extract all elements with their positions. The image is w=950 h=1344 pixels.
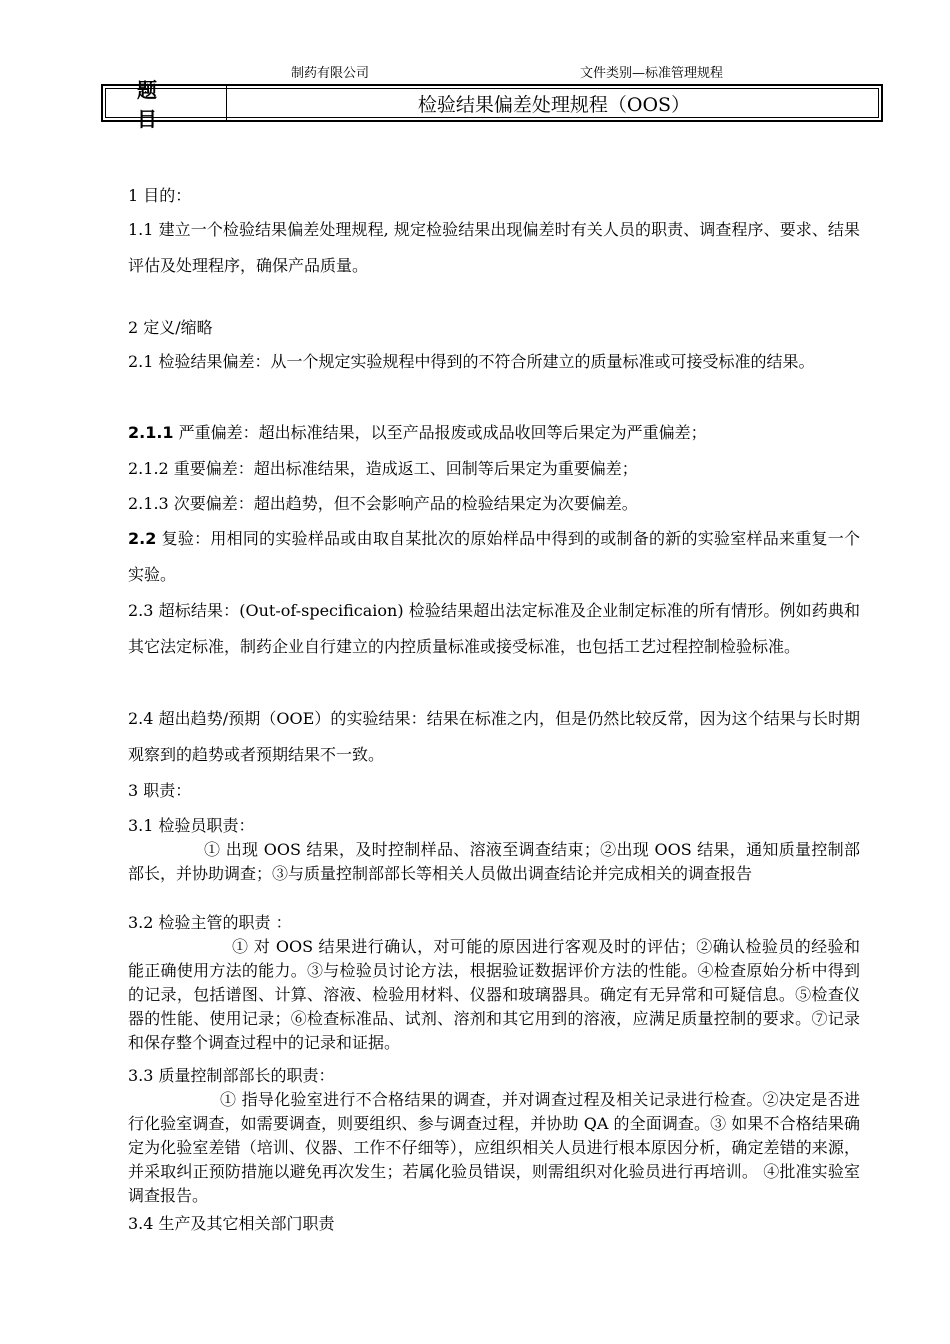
page-header-category: 文件类别—标准管理规程 [580,66,724,81]
section-2-1-1-text: 严重偏差：超出标准结果，以至产品报废或成品收回等后果定为严重偏差； [173,423,707,442]
section-2-1-2: 2.1.2 重要偏差：超出标准结果，造成返工、回制等后果定为重要偏差； [128,459,638,478]
section-2-1-3: 2.1.3 次要偏差：超出趋势，但不会影响产品的检验结果定为次要偏差。 [128,494,638,513]
section-3-4: 3.4 生产及其它相关部门职责 [128,1214,335,1233]
section-2-2-number: 2.2 [128,529,157,548]
section-2-3: 2.3 超标结果：(Out-of-specificaion) 检验结果超出法定标准及企业制定标准的所有情形。例如药典和其它法定标准，制药企业自行建立的内控质量标准或接受标准，也包括工艺过程控制检验标准。 [128,601,860,656]
section-3-3-body: ① 指导化验室进行不合格结果的调查，并对调查过程及相关记录进行检查。②决定是否进行化验室调查，如需要调查，则要组织、参与调查过程，并协助 QA 的全面调查。③ 如果不合格结果确定为化验室差错（培训、仪器、工作不仔细等），应组织相关人员进行根本原因分析，确定差错的来源，并采取纠正预防措施以避免再次发生；若属化验员错误，则需组织对化验员进行再培训。 ④批准实验室调查报告。 [128,1090,860,1205]
section-3-1-body: ① 出现 OOS 结果，及时控制样品、溶液至调查结束；②出现 OOS 结果，通知质量控制部部长，并协助调查；③与质量控制部部长等相关人员做出调查结论并完成相关的调查报告 [128,840,860,883]
section-3-3: 3.3 质量控制部部长的职责： [128,1066,335,1085]
section-1-heading: 1 目的： [128,186,192,205]
section-2-2-text: 复验：用相同的实验样品或由取自某批次的原始样品中得到的或制备的新的实验室样品来重复一个实验。 [128,529,860,584]
title-table [101,78,883,131]
section-2-1-1 [128,415,860,451]
section-3-2-body: ① 对 OOS 结果进行确认，对可能的原因进行客观及时的评估；②确认检验员的经验和能正确使用方法的能力。③与检验员讨论方法，根据验证数据评价方法的性能。④检查原始分析中得到的记录，包括谱图、计算、溶液、检验用材料、仪器和玻璃器具。确定有无异常和可疑信息。⑤检查仪器的性能、使用记录；⑥检查标准品、试剂、溶剂和其它用到的溶液，应满足质量控制的要求。⑦记录和保存整个调查过程中的记录和证据。 [128,937,860,1052]
section-2-1: 2.1 检验结果偏差：从一个规定实验规程中得到的不符合所建立的质量标准或可接受标准的结果。 [128,352,815,371]
document-title: 检验结果偏差处理规程（OOS） [417,93,691,116]
section-2-4: 2.4 超出趋势/预期（OOE）的实验结果：结果在标准之内，但是仍然比较反常，因为这个结果与长时期观察到的趋势或者预期结果不一致。 [128,709,860,764]
section-1-1: 1.1 建立一个检验结果偏差处理规程, 规定检验结果出现偏差时有关人员的职责、调查程序、要求、结果评估及处理程序，确保产品质量。 [128,220,860,275]
section-2-2 [128,521,860,593]
section-3-1: 3.1 检验员职责： [128,816,255,835]
title-label: 题目 [103,86,227,120]
page-header-company: 制药有限公司 [291,66,370,81]
section-2-heading: 2 定义/缩略 [128,318,213,337]
section-3-2: 3.2 检验主管的职责 ： [128,913,292,932]
section-2-1-1-number: 2.1.1 [128,423,174,442]
section-3-heading: 3 职责： [128,781,192,800]
